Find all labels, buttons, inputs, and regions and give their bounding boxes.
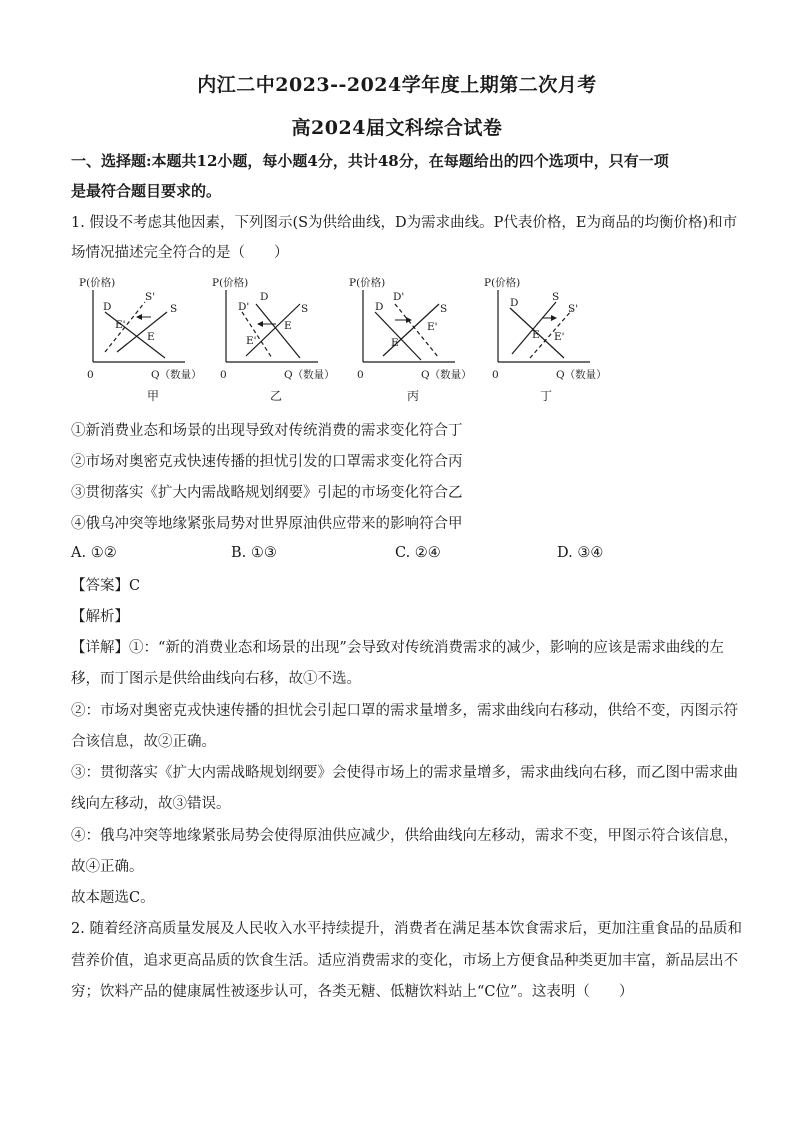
graph-jia-label-e-prime: E' xyxy=(115,319,126,331)
graph-bing-curve-d xyxy=(375,312,421,360)
graph-bing-origin: 0 xyxy=(357,369,364,381)
answer-tag: 【答案】 xyxy=(71,578,129,594)
graph-yi-label-s: S xyxy=(301,303,309,315)
q1-detail-line4: 合该信息，故②正确。 xyxy=(71,734,216,750)
graph-jia-caption: 甲 xyxy=(147,389,160,403)
section-instructions-line2: 是最符合题目要求的。 xyxy=(71,182,222,200)
q1-statement-4: ④俄乌冲突等地缘紧张局势对世界原油供应带来的影响符合甲 xyxy=(71,516,463,532)
q2-line3: 穷；饮料产品的健康属性被逐步认可，各类无糖、低糖饮料站上“C位”。这表明（ ） xyxy=(71,984,634,1000)
graph-ding-label-e: E xyxy=(532,329,540,341)
graph-bing-label-s: S xyxy=(440,303,448,315)
graph-bing-svg xyxy=(345,272,485,412)
q1-detail-line1: 【详解】①：“新的消费业态和场景的出现”会导致对传统消费需求的减少，影响的应该是需求曲线的左 xyxy=(71,640,724,656)
graph-ding-label-s: S xyxy=(552,291,560,303)
graph-yi-caption: 乙 xyxy=(270,389,283,403)
graph-ding-caption: 丁 xyxy=(540,389,553,403)
graph-jia xyxy=(75,272,215,416)
graph-jia-curve-s xyxy=(117,312,167,352)
graph-bing-p-label: P(价格) xyxy=(349,277,386,289)
graph-jia-label-s-prime: S' xyxy=(145,291,156,303)
graph-yi-p-label: P(价格) xyxy=(212,277,249,289)
graph-yi-label-d: D xyxy=(260,291,269,303)
page-subtitle: 高2024届文科综合试卷 xyxy=(291,117,503,139)
graph-yi-curve-d xyxy=(256,304,300,358)
graph-jia-label-d: D xyxy=(103,301,112,313)
graph-bing-q-label: Q（数量） xyxy=(421,369,472,381)
q1-detail-line8: 故④正确。 xyxy=(71,859,144,875)
q1-option-d[interactable]: D. ③④ xyxy=(557,545,604,561)
graph-jia-origin: 0 xyxy=(87,369,94,381)
q1-option-a[interactable]: A. ①② xyxy=(71,545,117,561)
q2-line2: 营养价值，追求更高品质的饮食生活。适应消费需求的变化，市场上方便食品种类更加丰富，新品层出不 xyxy=(71,953,738,969)
q1-detail-line3: ②：市场对奥密克戎快速传播的担忧会引起口罩的需求量增多，需求曲线向右移动，供给不变，丙图示符 xyxy=(71,703,738,719)
graph-bing-label-e-prime: E' xyxy=(427,321,438,333)
graph-ding-curve-s xyxy=(512,302,556,354)
q1-option-b[interactable]: B. ①③ xyxy=(231,545,277,561)
graph-yi-label-e-prime: E' xyxy=(246,335,257,347)
graph-bing-label-e: E xyxy=(391,337,399,349)
q1-detail-line7: ④：俄乌冲突等地缘紧张局势会使得原油供应减少，供给曲线向左移动，需求不变，甲图示符合该信息， xyxy=(71,828,738,844)
graph-bing-caption: 丙 xyxy=(407,389,420,403)
q1-analysis-tag: 【解析】 xyxy=(71,609,129,625)
graph-bing xyxy=(345,272,485,416)
graph-ding-svg xyxy=(480,272,620,412)
graph-yi-svg xyxy=(208,272,348,412)
graph-yi-label-d-prime: D' xyxy=(238,301,250,313)
q1-stem-line1: 1. 假设不考虑其他因素，下列图示(S为供给曲线，D为需求曲线。P代表价格，E为商品的均衡价格)和市 xyxy=(71,215,738,231)
graph-jia-q-label: Q（数量） xyxy=(151,369,202,381)
graph-ding-label-d: D xyxy=(510,297,519,309)
graph-ding-q-label: Q（数量） xyxy=(556,369,607,381)
q1-detail-line6: 线向左移动，故③错误。 xyxy=(71,796,231,812)
q1-detail-line2: 移，而丁图示是供给曲线向右移，故①不选。 xyxy=(71,671,361,687)
graph-jia-p-label: P(价格) xyxy=(79,277,116,289)
graph-yi-origin: 0 xyxy=(220,369,227,381)
q1-statement-2: ②市场对奥密克戎快速传播的担忧引发的口罩需求变化符合丙 xyxy=(71,454,463,470)
q1-stem-line2: 场情况描述完全符合的是（ ） xyxy=(71,245,289,261)
q1-statement-3: ③贯彻落实《扩大内需战略规划纲要》引起的市场变化符合乙 xyxy=(71,485,463,501)
q1-detail-line5: ③：贯彻落实《扩大内需战略规划纲要》会使得市场上的需求量增多，需求曲线向右移，而乙图中需求曲 xyxy=(71,765,738,781)
graph-ding xyxy=(480,272,620,416)
answer-value: C xyxy=(129,578,141,594)
graph-yi-label-e: E xyxy=(284,320,292,332)
q2-line1: 2. 随着经济高质量发展及人民收入水平持续提升，消费者在满足基本饮食需求后，更加注重食品的品质和 xyxy=(71,921,742,937)
graph-ding-p-label: P(价格) xyxy=(484,277,521,289)
graph-jia-label-s: S xyxy=(170,303,178,315)
graph-jia-svg xyxy=(75,272,215,412)
q1-option-c[interactable]: C. ②④ xyxy=(395,545,441,561)
graph-jia-label-e: E xyxy=(147,331,155,343)
q1-statement-1: ①新消费业态和场景的出现导致对传统消费的需求变化符合丁 xyxy=(71,423,463,439)
graph-jia-curve-d xyxy=(105,312,165,358)
q1-answer xyxy=(71,576,731,596)
graph-ding-label-e-prime: E' xyxy=(554,331,565,343)
graph-ding-label-s-prime: S' xyxy=(568,303,579,315)
q1-conclusion: 故本题选C。 xyxy=(71,890,155,906)
graph-ding-origin: 0 xyxy=(492,369,499,381)
section-instructions-line1: 一、选择题:本题共12小题，每小题4分，共计48分，在每题给出的四个选项中，只有一项 xyxy=(71,152,669,170)
page-title: 内江二中2023--2024学年度上期第二次月考 xyxy=(197,74,597,96)
graph-yi-q-label: Q（数量） xyxy=(284,369,335,381)
graph-bing-label-d-prime: D' xyxy=(393,291,405,303)
graph-bing-label-d: D xyxy=(375,301,384,313)
graph-yi xyxy=(208,272,348,416)
